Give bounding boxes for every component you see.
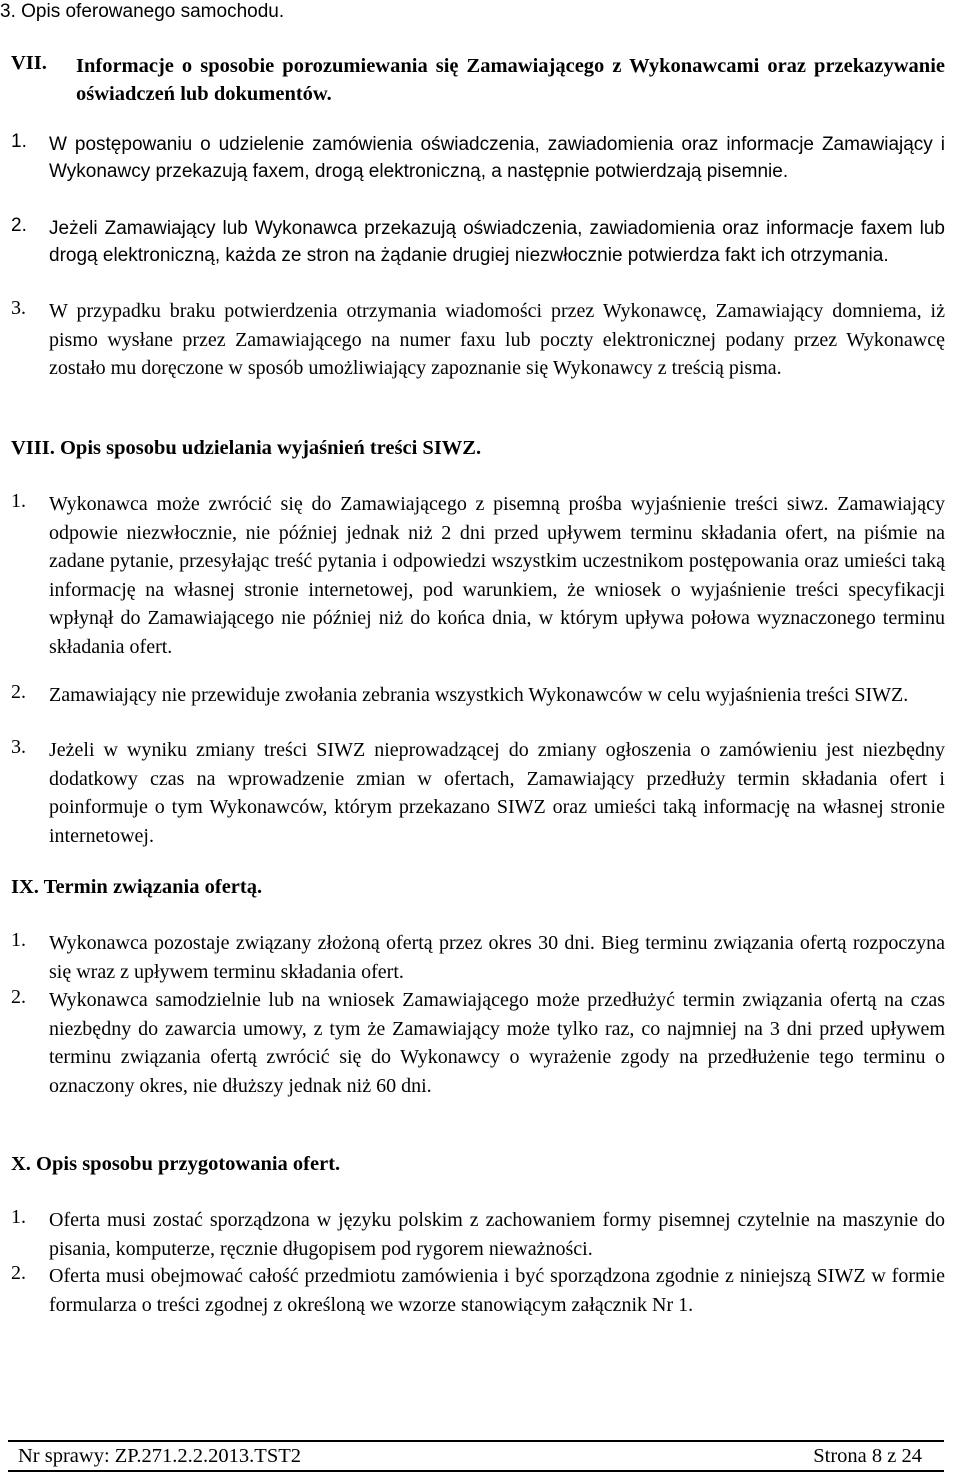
section-viii-item-3: 3. Jeżeli w wyniku zmiany treści SIWZ nieprowadzącej do zmiany ogłoszenia o zamówieniu jest niezbędny dodatkowy czas na wprowadzenie zmian w ofertach, Zamawiający przedłuży termin składania ofert i poinformuje o tym Wykonawców, którym przekazano SIWZ oraz umieści taką informację na własnej stronie internetowej. <box>11 736 945 847</box>
section-vii-heading <box>11 52 945 108</box>
section-vii-item-3: 3. W przypadku braku potwierdzenia otrzymania wiadomości przez Wykonawcę, Zamawiający domniema, iż pismo wysłane przez Zamawiającego na numer faxu lub poczty elektronicznej podany przez Wykonawcę zostało mu doręczone w sposób umożliwiający zapoznanie się Wykonawcy z treścią pisma. <box>11 297 945 379</box>
case-number: Nr sprawy: ZP.271.2.2.2013.TST2 <box>18 1444 302 1467</box>
section-x-item-1: 1. Oferta musi zostać sporządzona w języku polskim z zachowaniem formy pisemnej czytelnie na maszynie do pisania, komputerze, ręcznie długopisem pod rygorem nieważności. <box>11 1206 945 1260</box>
section-x-heading: X. Opis sposobu przygotowania ofert. <box>11 1153 341 1175</box>
section-vii-title: Informacje o sposobie porozumiewania się Zamawiającego z Wykonawcami oraz przekazywanie oświadczeń lub dokumentów. <box>76 55 945 105</box>
section-x-item-2: 2. Oferta musi obejmować całość przedmiotu zamówienia i być sporządzona zgodnie z niniejszą SIWZ w formie formularza o treści zgodnej z określoną we wzorze stanowiącym załącznik Nr 1. <box>11 1262 945 1316</box>
page-footer <box>8 1440 944 1472</box>
section-vii-item-1: 1. W postępowaniu o udzielenie zamówienia oświadczenia, zawiadomienia oraz informacje Zamawiający i Wykonawcy przekazują faxem, drogą elektroniczną, a następnie potwierdzają pisemnie. <box>11 131 945 182</box>
section-viii-heading: VIII. Opis sposobu udzielania wyjaśnień treści SIWZ. <box>11 437 482 459</box>
page-number: Strona 8 z 24 <box>813 1444 922 1467</box>
top-line: 3. Opis oferowanego samochodu. <box>0 1 285 22</box>
section-vii-number: VII. <box>11 52 47 74</box>
section-ix-item-2: 2. Wykonawca samodzielnie lub na wniosek Zamawiającego może przedłużyć termin związania ofertą na czas niezbędny do zawarcia umowy, z tym że Zamawiający może tylko raz, co najmniej na 3 dni przed upływem terminu związania ofertą zwrócić się do Wykonawcy o wyrażenie zgody na przedłużenie tego terminu o oznaczony okres, nie dłuższy jednak niż 60 dni. <box>11 986 945 1097</box>
section-ix-item-1: 1. Wykonawca pozostaje związany złożoną ofertą przez okres 30 dni. Bieg terminu związania ofertą rozpoczyna się wraz z upływem terminu składania ofert. <box>11 929 945 983</box>
section-vii-item-2: 2. Jeżeli Zamawiający lub Wykonawca przekazują oświadczenia, zawiadomienia oraz informacje faxem lub drogą elektroniczną, każda ze stron na żądanie drugiej niezwłocznie potwierdza fakt ich otrzymania. <box>11 215 945 266</box>
section-viii-item-2: 2. Zamawiający nie przewiduje zwołania zebrania wszystkich Wykonawców w celu wyjaśnienia treści SIWZ. <box>11 681 909 706</box>
section-ix-heading: IX. Termin związania ofertą. <box>11 876 263 898</box>
section-viii-item-1: 1. Wykonawca może zwrócić się do Zamawiającego z pisemną prośba wyjaśnienie treści siwz. Zamawiający odpowie niezwłocznie, nie później jednak niż 2 dni przed upływem terminu składania ofert, na piśmie na zadane pytanie, przesyłając treść pytania i odpowiedzi wszystkim uczestnikom postępowania oraz umieści taką informację na własnej stronie internetowej, pod warunkiem, że wniosek o wyjaśnienie treści specyfikacji wpłynął do Zamawiającego nie później niż do końca dnia, w którym upływa połowa wyznaczonego terminu składania ofert. <box>11 490 945 658</box>
